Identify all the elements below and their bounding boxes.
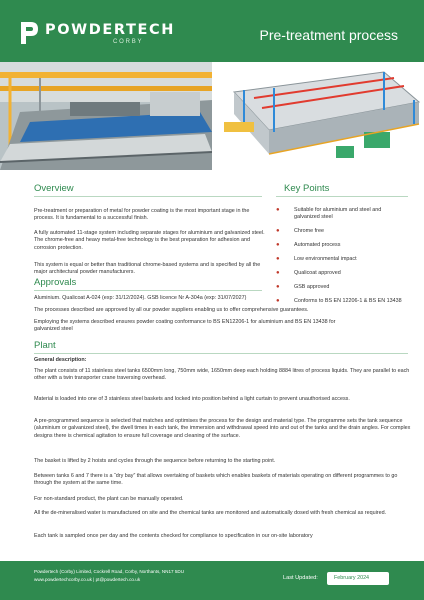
bullet-icon: ● [276,298,280,304]
page-header [0,0,424,62]
key-point-item: ● Chrome free [276,228,324,234]
plant-paragraph-2: Material is loaded into one of 3 stainless steel baskets and locked into position behind a light curtain to prevent unauthorised access. [34,396,350,402]
plant-paragraph-1: The plant consists of 11 stainless steel tanks 6500mm long, 750mm wide, 1650mm deep each holding 8884 litres of process liquids. They are parallel to each other with a twin transporter crane traversing overhead. [34,368,410,382]
key-points-heading: Key Points [284,183,330,194]
plant-paragraph-4: The basket is lifted by 2 hoists and cycles through the sequence before returning to the starting point. [34,458,276,464]
powdertech-logo [18,20,188,48]
last-updated-date: February 2024 [334,575,370,581]
page-footer [0,561,424,600]
overview-paragraph-2: A fully automated 11-stage system including separate stages for aluminium and galvanized steel. The chrome-free and heavy metal-free technology is the best preparation for adhesion and corrosion protection. [34,230,265,251]
key-point-item: ● Suitable for aluminium and steel and galvanized steel [276,207,382,221]
bullet-icon: ● [276,207,280,213]
last-updated-label: Last Updated: [283,575,318,581]
plant-paragraph-3: A pre-programmed sequence is selected that matches and optimises the process for the design and material type. The programme sets the tank sequence (aluminium or galvanized steel), the dwell times in each tank, the immersion and withdrawal speed into and out of the tanks and the drain angles. For complex designs there is chemical agitation to ensure full coverage and cleaning of the surface. [34,418,411,439]
pretreatment-tanks-photo [0,62,212,170]
bullet-icon: ● [276,270,280,276]
approvals-heading: Approvals [34,277,77,288]
key-point-item: ● Automated process [276,242,341,248]
plant-paragraph-7: All the de-mineralised water is manufactured on site and the chemical tanks are monitored and automatically dosed with fresh chemical as required. [34,510,387,516]
brand-subtitle: CORBY [113,39,144,45]
bullet-icon: ● [276,256,280,262]
approvals-paragraph-2: The processes described are approved by all our powder suppliers enabling us to offer comprehensive guarantees. [34,307,309,313]
overview-paragraph-1: Pre-treatment or preparation of metal for powder coating is the most important stage in the process. It is fundamental to a successful finish. [34,208,250,222]
approvals-paragraph-3: Employing the systems described ensures powder coating conformance to BS EN12206-1 for aluminium and BS EN 13438 for galvanized steel [34,319,336,333]
footer-address: Powdertech (Corby) Limited, Cockrell Road, Corby, Northants, NN17 5DU [34,569,185,574]
plant-divider [34,353,408,354]
plant-subheading: General description: [34,357,87,363]
key-point-item: ● Qualicoat approved [276,270,341,276]
logo-mark-icon [18,20,40,46]
key-point-item: ● GSB approved [276,284,330,290]
overview-heading: Overview [34,183,74,194]
photo-strip [0,62,424,170]
page-title: Pre-treatment process [259,27,398,43]
pretreatment-plant-3d-render [214,62,424,170]
bullet-icon: ● [276,242,280,248]
footer-contact-links[interactable]: www.powdertechcorby.co.uk | pt@powdertech.co.uk [34,577,141,582]
key-point-item: ● Low environmental impact [276,256,357,262]
overview-paragraph-3: This system is equal or better than traditional chrome-based systems and is specified by all the major architectural powder manufacturers. [34,262,261,276]
overview-divider [34,196,262,197]
plant-paragraph-5: Between tanks 6 and 7 there is a “dry bay” that allows overtaking of baskets which enables baskets of materials operating on different programmes to go through the system at the same time. [34,473,398,487]
brand-name: POWDERTECH [45,22,175,38]
key-points-divider [276,196,408,197]
approvals-paragraph-1: Aluminium. Qualicoat A-024 (exp: 31/12/2024). GSB licence Nr A-304a (exp: 31/07/2027) [34,295,247,301]
bullet-icon: ● [276,284,280,290]
bullet-icon: ● [276,228,280,234]
plant-heading: Plant [34,340,56,351]
plant-paragraph-8: Each tank is sampled once per day and the contents checked for compliance to specification in our on-site laboratory [34,533,313,539]
plant-paragraph-6: For non-standard product, the plant can be manually operated. [34,496,184,502]
key-point-item: ● Conforms to BS EN 12206-1 & BS EN 13438 [276,298,402,304]
approvals-divider [34,290,262,291]
